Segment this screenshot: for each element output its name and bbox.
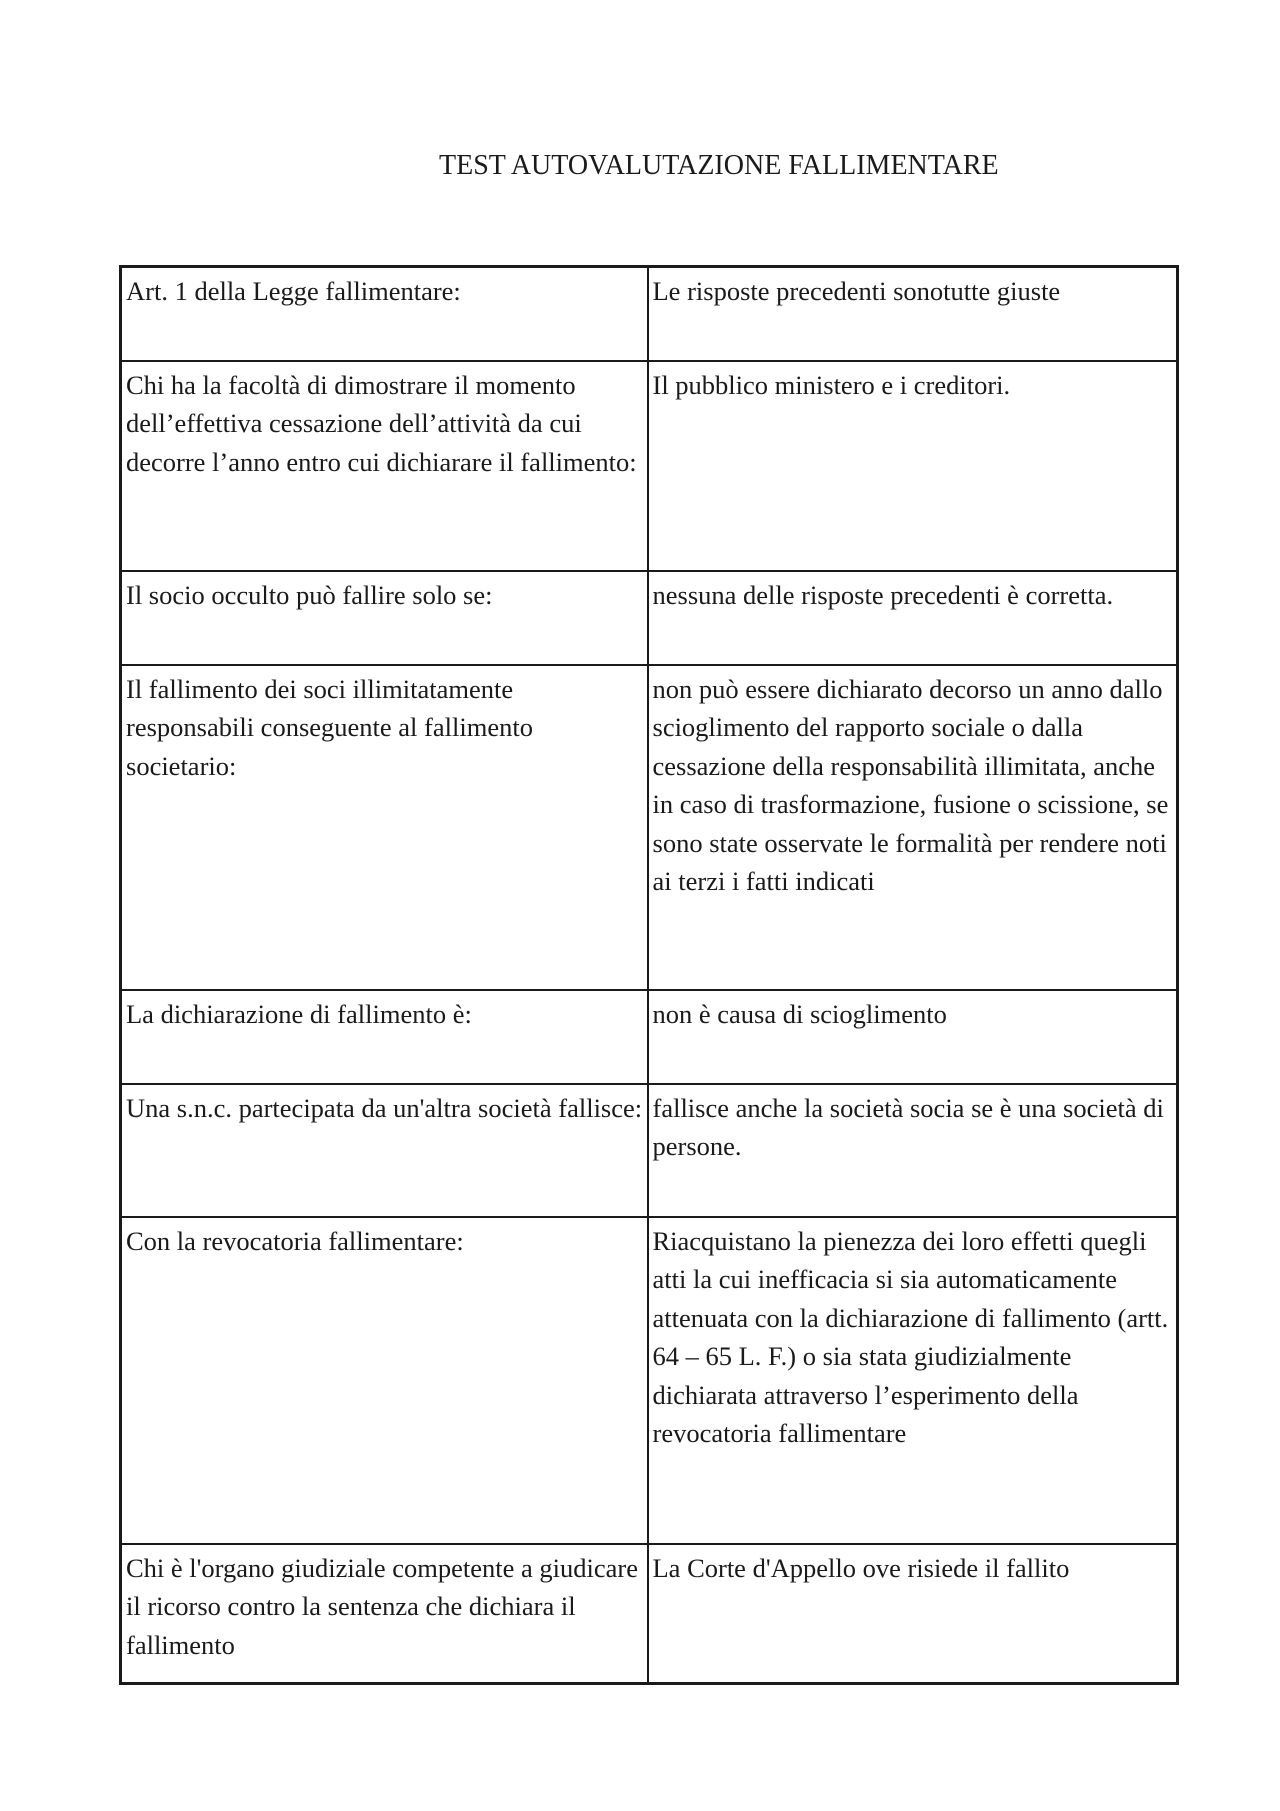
table-row: [121, 990, 1178, 1084]
table-row: [121, 1217, 1178, 1544]
table-row: [121, 1084, 1178, 1217]
question-cell: Il fallimento dei soci illimitatamente responsabili conseguente al fallimento societario:: [121, 665, 648, 990]
table-row: [121, 267, 1178, 361]
answer-cell: fallisce anche la società socia se è una società di persone.: [648, 1084, 1178, 1217]
answer-cell: Riacquistano la pienezza dei loro effetti quegli atti la cui inefficacia si sia automaticamente attenuata con la dichiarazione di fallimento (artt. 64 – 65 L. F.) o sia stata giudizialmente dichiarata attraverso l’esperimento della revocatoria fallimentare: [648, 1217, 1178, 1544]
question-cell: Chi ha la facoltà di dimostrare il momento dell’effettiva cessazione dell’attività da cui decorre l’anno entro cui dichiarare il fallimento:: [121, 361, 648, 571]
table-row: [121, 571, 1178, 665]
question-cell: Art. 1 della Legge fallimentare:: [121, 267, 648, 361]
table-row: [121, 361, 1178, 571]
answer-cell: non può essere dichiarato decorso un anno dallo scioglimento del rapporto sociale o dalla cessazione della responsabilità illimitata, anche in caso di trasformazione, fusione o scissione, se sono state osservate le formalità per rendere noti ai terzi i fatti indicati: [648, 665, 1178, 990]
page-title: TEST AUTOVALUTAZIONE FALLIMENTARE: [439, 150, 999, 181]
qa-table: [119, 265, 1179, 1685]
question-cell: Una s.n.c. partecipata da un'altra società fallisce:: [121, 1084, 648, 1217]
table-row: [121, 1544, 1178, 1684]
answer-cell: Le risposte precedenti sonotutte giuste: [648, 267, 1178, 361]
table-row: [121, 665, 1178, 990]
answer-cell: La Corte d'Appello ove risiede il fallito: [648, 1544, 1178, 1684]
answer-cell: non è causa di scioglimento: [648, 990, 1178, 1084]
question-cell: Con la revocatoria fallimentare:: [121, 1217, 648, 1544]
question-cell: Il socio occulto può fallire solo se:: [121, 571, 648, 665]
answer-cell: Il pubblico ministero e i creditori.: [648, 361, 1178, 571]
question-cell: Chi è l'organo giudiziale competente a giudicare il ricorso contro la sentenza che dichiara il fallimento: [121, 1544, 648, 1684]
question-cell: La dichiarazione di fallimento è:: [121, 990, 648, 1084]
answer-cell: nessuna delle risposte precedenti è corretta.: [648, 571, 1178, 665]
